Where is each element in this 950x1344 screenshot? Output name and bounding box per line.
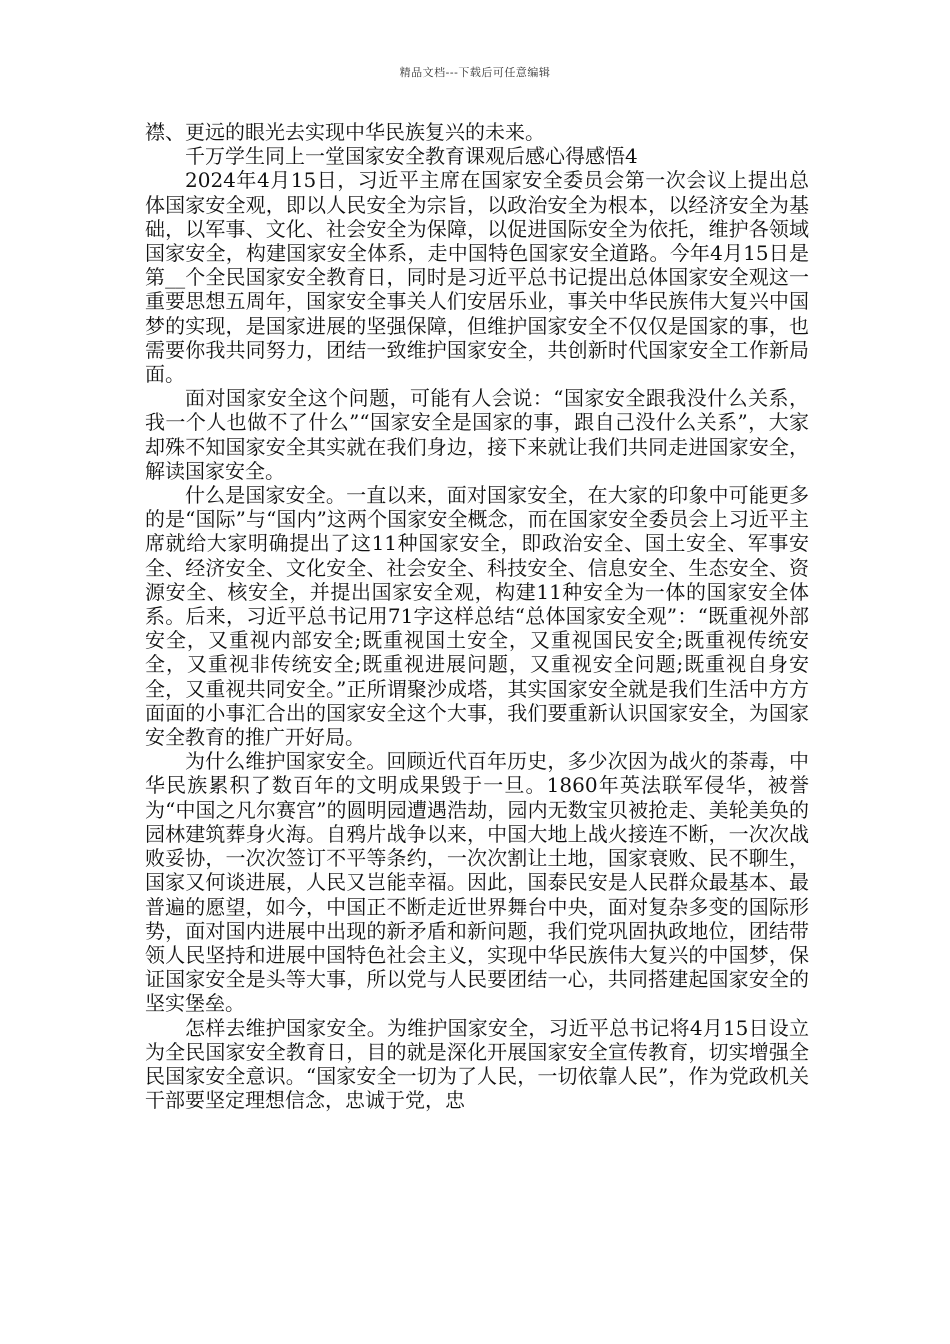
paragraph: 为什么维护国家安全。回顾近代百年历史，多少次因为战火的荼毒，中华民族累积了数百年的文明成果毁于一旦。1860年英法联军侵华，被誉为“中国之凡尔赛宫”的圆明园遭遇浩劫，园内无数宝贝被抢走、美轮美奂的园林建筑葬身火海。自鸦片战争以来，中国大地上战火接连不断，一次次战败妥协，一次次签订不平等条约，一次次割让土地，国家衰败、民不聊生，国家又何谈进展，人民又岂能幸福。因此，国泰民安是人民群众最基本、最普遍的愿望，如今，中国正不断走近世界舞台中央，面对复杂多变的国际形势，面对国内进展中出现的新矛盾和新问题，我们党巩固执政地位，团结带领人民坚持和进展中国特色社会主义，实现中华民族伟大复兴的中国梦，保证国家安全是头等大事，所以党与人民要团结一心，共同搭建起国家安全的坚实堡垒。 xyxy=(145,749,809,1016)
document-body xyxy=(145,120,809,1112)
paragraph: 2024年4月15日，习近平主席在国家安全委员会第一次会议上提出总体国家安全观，即以人民安全为宗旨，以政治安全为根本，以经济安全为基础，以军事、文化、社会安全为保障，以促进国际安全为依托，维护各领域国家安全，构建国家安全体系，走中国特色国家安全道路。今年4月15日是第__个全民国家安全教育日，同时是习近平总书记提出总体国家安全观这一重要思想五周年，国家安全事关人们安居乐业，事关中华民族伟大复兴中国梦的实现，是国家进展的坚强保障，但维护国家安全不仅仅是国家的事，也需要你我共同努力，团结一致维护国家安全，共创新时代国家安全工作新局面。 xyxy=(145,168,809,387)
paragraph: 怎样去维护国家安全。为维护国家安全，习近平总书记将4月15日设立为全民国家安全教育日，目的就是深化开展国家安全宣传教育，切实增强全民国家安全意识。“国家安全一切为了人民，一切依靠人民”，作为党政机关干部要坚定理想信念，忠诚于党，忠 xyxy=(145,1015,809,1113)
paragraph: 面对国家安全这个问题，可能有人会说：“国家安全跟我没什么关系，我一个人也做不了什么”“国家安全是国家的事，跟自己没什么关系”，大家却殊不知国家安全其实就在我们身边，接下来就让我们共同走进国家安全，解读国家安全。 xyxy=(145,386,809,483)
section-title: 千万学生同上一堂国家安全教育课观后感心得感悟4 xyxy=(185,144,638,169)
page-header: 精品文档---下载后可任意编辑 xyxy=(399,66,551,79)
paragraph: 什么是国家安全。一直以来，面对国家安全，在大家的印象中可能更多的是“国际”与“国内”这两个国家安全概念，而在国家安全委员会上习近平主席就给大家明确提出了这11种国家安全，即政治安全、国土安全、军事安全、经济安全、文化安全、社会安全、科技安全、信息安全、生态安全、资源安全、核安全，并提出国家安全观，构建11种安全为一体的国家安全体系。后来，习近平总书记用71字这样总结“总体国家安全观”：“既重视外部安全，又重视内部安全;既重视国土安全，又重视国民安全;既重视传统安全，又重视非传统安全;既重视进展问题，又重视安全问题;既重视自身安全，又重视共同安全。”正所谓聚沙成塔，其实国家安全就是我们生活中方方面面的小事汇合出的国家安全这个大事，我们要重新认识国家安全，为国家安全教育的推广开好局。 xyxy=(145,483,809,750)
paragraph-continuation: 襟、更远的眼光去实现中华民族复兴的未来。 xyxy=(145,120,545,144)
